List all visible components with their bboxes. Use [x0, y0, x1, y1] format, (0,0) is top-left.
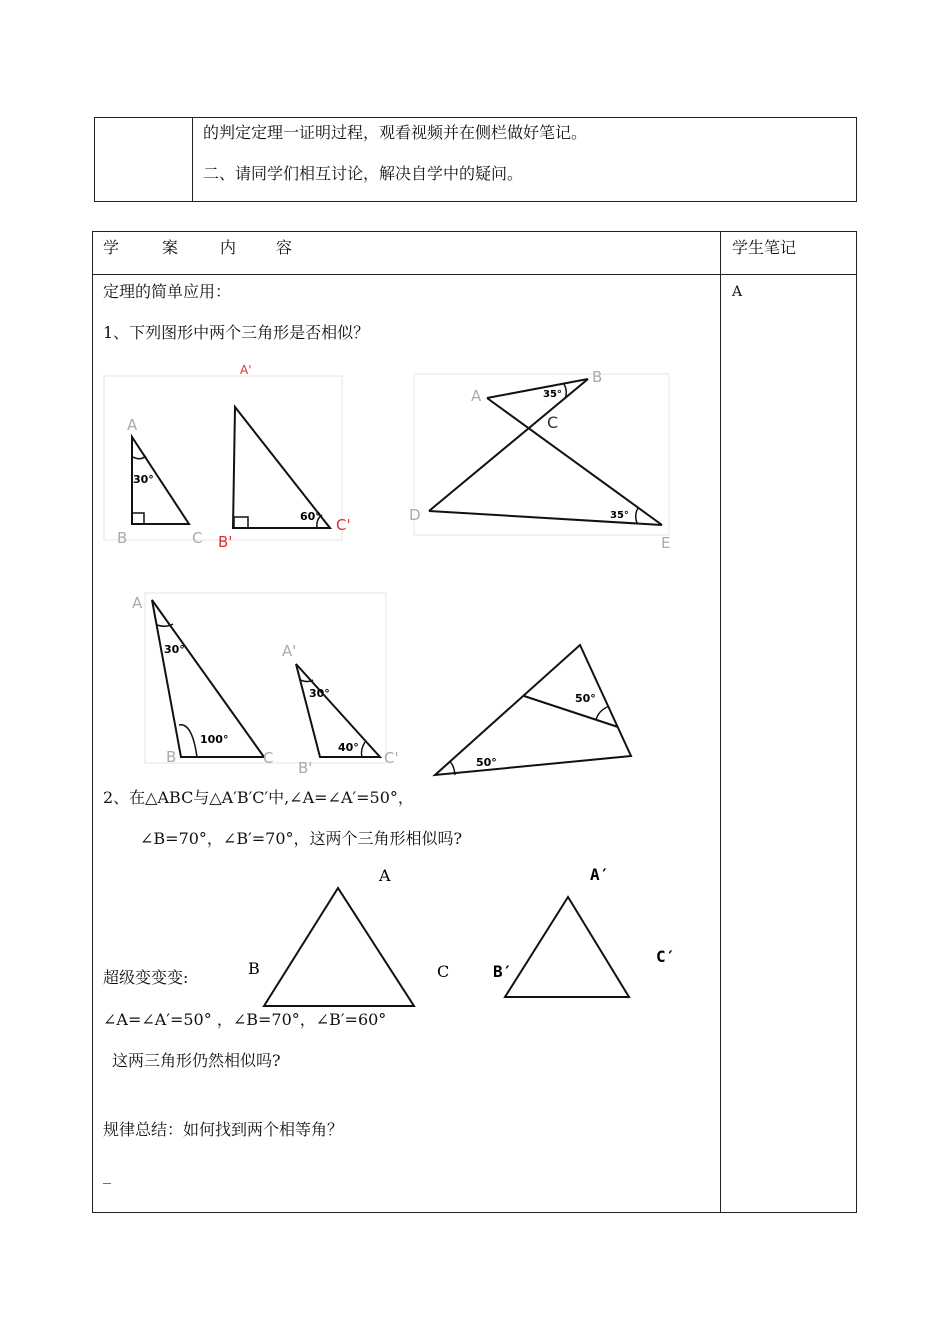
- angle-label-60: 60°: [300, 510, 321, 523]
- variant-line: ∠A=∠A′=50° ，∠B=70°，∠B′=60°: [103, 1010, 387, 1029]
- section-title: 定理的简单应用：: [103, 282, 232, 301]
- header-char-1: 学: [103, 238, 120, 257]
- triangle-abc: [264, 888, 414, 1006]
- student-notes-header: 学生笔记: [732, 238, 797, 257]
- label-a: A: [132, 594, 143, 612]
- angle-arc-b: [564, 384, 566, 399]
- label-b: B: [117, 529, 128, 547]
- label-b-prime: B': [298, 759, 313, 777]
- angle-arc-c-prime: [361, 742, 365, 757]
- angle-label-50-left: 50°: [476, 756, 497, 769]
- segment-bd: [429, 379, 588, 511]
- question-2-line-2: ∠B=70°，∠B′=70°，这两个三角形相似吗?: [140, 829, 463, 848]
- figure-3-obtuse-triangles: [130, 590, 410, 780]
- angle-arc-a: [157, 624, 173, 626]
- label-a: A: [127, 416, 138, 434]
- right-angle-mark-b: [132, 513, 144, 524]
- label-a-prime: A': [240, 363, 252, 377]
- angle-label-40: 40°: [338, 741, 359, 754]
- right-angle-mark-b-prime: [234, 517, 248, 528]
- label-a-prime: A': [282, 642, 297, 660]
- label-d: D: [409, 506, 421, 524]
- angle-arc-a-prime: [300, 680, 313, 682]
- angle-label-30: 30°: [133, 473, 154, 486]
- label-a-prime: A′: [590, 865, 610, 884]
- label-b: B: [166, 748, 177, 766]
- label-a: A: [471, 387, 482, 405]
- figure-4-nested-triangles: [430, 640, 640, 780]
- header-char-3: 内: [220, 238, 237, 257]
- angle-arc-inner: [596, 706, 609, 720]
- summary: 规律总结：如何找到两个相等角？: [103, 1120, 344, 1139]
- label-b: B: [592, 368, 603, 386]
- angle-label-30: 30°: [164, 643, 185, 656]
- segment-ae: [487, 398, 662, 525]
- label-c-prime: C': [384, 749, 399, 767]
- variant-title: 超级变变变:: [103, 968, 189, 987]
- label-c-prime: C': [336, 516, 351, 534]
- triangle-a-prime-b-prime-c-prime: [505, 897, 629, 997]
- label-c: C: [547, 413, 559, 432]
- header-char-2: 案: [162, 238, 179, 257]
- label-c-prime: C′: [656, 947, 676, 966]
- figure-3-frame: [145, 593, 386, 763]
- label-b: B: [248, 959, 260, 978]
- header-char-4: 容: [276, 238, 293, 257]
- question-1: 1、下列图形中两个三角形是否相似？: [103, 323, 370, 342]
- top-table-line-2: 二、请同学们相互讨论，解决自学中的疑问。: [203, 164, 524, 183]
- angle-label-35-bottom: 35°: [610, 510, 629, 521]
- label-c: C: [437, 962, 450, 981]
- label-a: A: [379, 866, 391, 885]
- question-2-line-1: 2、在△ABC与△A′B′C′中,∠A=∠A′=50°，: [103, 788, 414, 807]
- figure-2-frame: [414, 374, 669, 535]
- figure-5-triangle-abc: [240, 860, 460, 1015]
- angle-arc-e: [636, 508, 638, 523]
- figure-2-crossing-triangles: [405, 365, 680, 555]
- label-b-prime: B′: [493, 962, 513, 981]
- angle-label-35-top: 35°: [543, 389, 562, 400]
- segment-ab: [487, 379, 588, 398]
- top-table-line-1: 的判定定理一证明过程，观看视频并在侧栏做好笔记。: [203, 123, 588, 142]
- inner-segment: [524, 696, 618, 727]
- label-c: C: [192, 529, 203, 547]
- figure-1-right-triangles: [100, 360, 360, 550]
- angle-label-50-inner: 50°: [575, 692, 596, 705]
- student-notes-value: A: [732, 284, 743, 300]
- label-b-prime: B': [218, 533, 233, 551]
- label-c: C: [263, 749, 274, 767]
- angle-label-30-prime: 30°: [309, 687, 330, 700]
- angle-label-100: 100°: [200, 733, 229, 746]
- blank-line: _: [103, 1165, 111, 1184]
- label-e: E: [661, 534, 671, 552]
- angle-arc-b: [179, 725, 197, 757]
- variant-question: 这两三角形仍然相似吗?: [112, 1051, 281, 1070]
- figure-6-triangle-a-prime-b-prime-c-prime: [490, 860, 690, 1010]
